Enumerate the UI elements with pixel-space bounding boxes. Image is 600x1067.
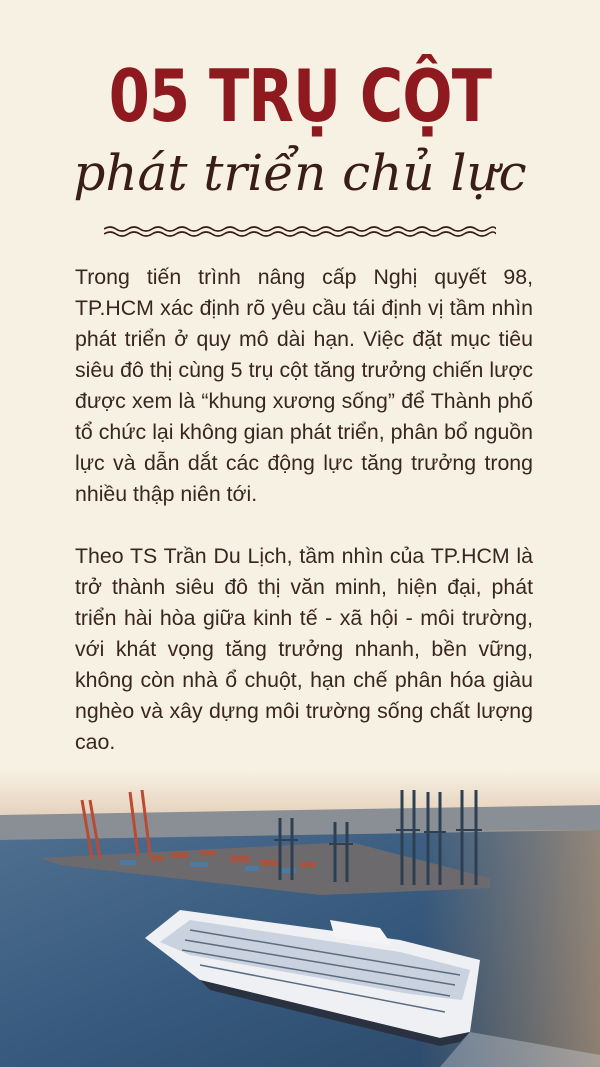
paragraph-vision: Theo TS Trần Du Lịch, tầm nhìn của TP.HCM là trở thành siêu đô thị văn minh, hiện đại, phát triển hài hòa giữa kinh tế - xã hội - môi trường, với khát vọng tăng trưởng nhanh, bền vững, không còn nhà ổ chuột, hạn chế phân hóa giàu nghèo và xây dựng môi trường sống chất lượng cao. [75,544,533,754]
port-cruise-ship-photo [0,770,600,1067]
paragraph-intro: Trong tiến trình nâng cấp Nghị quyết 98, TP.HCM xác định rõ yêu cầu tái định vị tầm nhìn phát triển ở quy mô dài hạn. Việc đặt mục tiêu siêu đô thị cùng 5 trụ cột tăng trưởng chiến lược được xem là “khung xương sống” để Thành phố tổ chức lại không gian phát triển, phân bổ nguồn lực và dẫn dắt các động lực tăng trưởng trong nhiều thập niên tới. [75,265,533,506]
page-subtitle: phát triển chủ lực [73,144,527,202]
page-title: 05 TRỤ CỘT [108,54,492,138]
article-body [75,262,533,789]
wave-divider [104,224,496,238]
